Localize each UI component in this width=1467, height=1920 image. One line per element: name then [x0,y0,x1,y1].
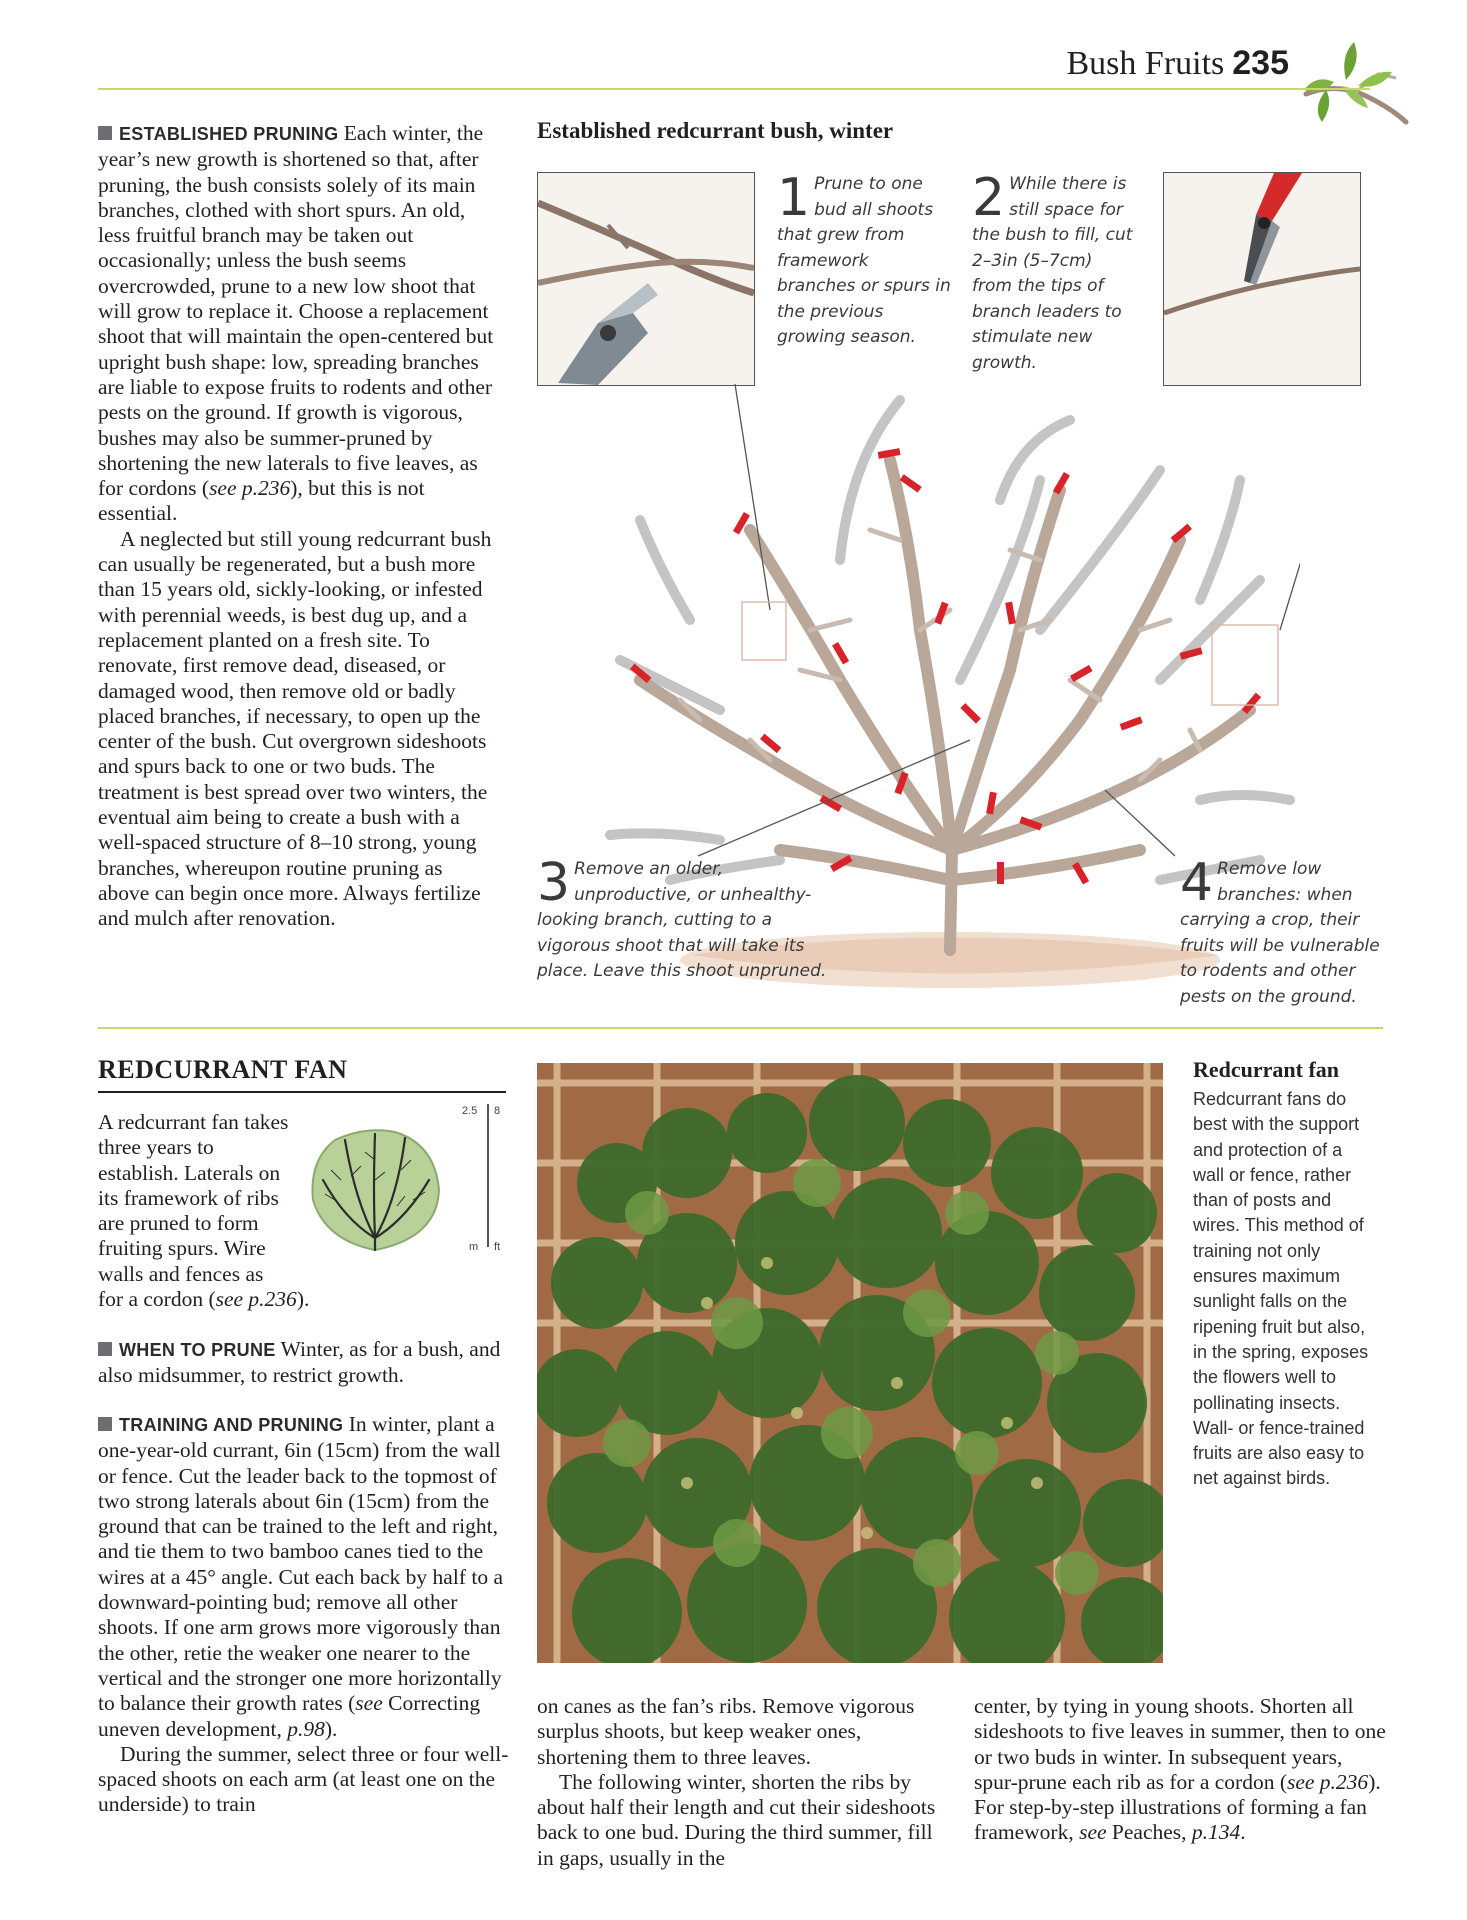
figure-title: Established redcurrant bush, winter [537,118,894,143]
redcurrant-fan-photo [537,1063,1163,1663]
lead-when-to-prune: WHEN TO PRUNE [98,1340,276,1360]
branch-leaf-icon [1296,34,1416,130]
callout-3: 3 Remove an older, unproductive, or unhealthy-looking branch, cutting to a vigorous shoot that will take its place. Leave this shoot unpruned. [537,853,827,981]
photo-caption-text: Redcurrant fans do best with the support and protection of a wall or fence, rather than of posts and wires. This method of training not only ensures maximum sunlight falls on the ripening fruit but also, in the spring, exposes the flowers well to pollinating insects. Wall- or fence-trained fruits are also easy to net against birds. [1193,1089,1369,1489]
col3-bottom-text: center, by tying in young shoots. Shorten all sideshoots to five leaves in summer, then to one or two buds in winter. In subsequent years, spur-prune each rib as for a cordon (see p.236). For step-by-step illustrations of forming a fan framework, see Peaches, p.134. [974,1694,1386,1845]
header-rule [98,88,1370,90]
when-to-prune-text: WHEN TO PRUNE Winter, as for a bush, and also midsummer, to restrict growth. [98,1337,501,1388]
lead-training-pruning: TRAINING AND PRUNING [98,1415,343,1435]
lead-established-pruning: ESTABLISHED PRUNING [98,124,338,144]
section-rule [98,1027,1383,1029]
tip-cutting-image [1164,173,1360,385]
photo-tip-cutting [1163,172,1361,386]
running-header [1067,44,1290,83]
callout-2: 2 While there is still space for the bush to fill, cut 2–3in (5–7cm) from the tips of branch leaders to stimulate new growth. [972,168,1133,373]
photo-pruning-bud [537,172,755,386]
established-pruning-text: ESTABLISHED PRUNING Each winter, the year’s new growth is shortened so that, after pruning, the bush consists solely of its main branches, clothed with short spurs. An old, less fruitful branch may be taken out occasionally; unless the bush seems overcrowded, prune to a new low shoot that will grow to replace it. Choose a replacement shoot that will maintain the open-centered but upright bush shape: low, spreading branches are liable to expose fruits to rodents and other pests on the ground. If growth is vigorous, bushes may also be summer-pruned by shortening the new laterals to five leaves, as for cordons (see p.236), but this is not essential. A neglected but still young redcurrant bush can usually be regenerated, but a bush more than 15 years old, sickly-looking, or infested with perennial weeds, is best dug up, and a replacement planted on a fresh site. To renovate, first remove dead, diseased, or damaged wood, then remove old or badly placed branches, if necessary, to open up the center of the bush. Cut overgrown sideshoots and spurs back to one or two buds. The treatment is best spread over two winters, the eventual aim being to create a bush with a well-spaced structure of 8–10 strong, young branches, whereupon routine pruning as above can begin once more. Always fertilize and mulch after renovation. [98,121,498,932]
heading-underline [98,1091,506,1093]
callout-1: 1 Prune to one bud all shoots that grew from framework branches or spurs in the previous growing season. [777,168,951,347]
training-pruning-text: TRAINING AND PRUNING In winter, plant a one-year-old currant, 6in (15cm) from the wall or fence. Cut the leader back to the topmost of two strong laterals about 6in (15cm) from the ground that can be trained to the left and right, and tie them to two bamboo canes tied to the wires at a 45° angle. Cut each back by half to a downward-pointing bud; remove all other shoots. If one arm grows more vigorously than the other, retie the weaker one nearer to the vertical and the stronger one more horizontally to balance their growth rates (see Correcting uneven development, p.98). During the summer, select three or four well-spaced shoots on each arm (at least one on the underside) to train [98,1412,509,1817]
scale-ft-unit: ft [494,1241,501,1253]
redcurrant-fan-photo-image [537,1063,1163,1663]
fan-intro-text: A redcurrant fan takes three years to establish. Laterals on its framework of ribs are pruned to form fruiting spurs. Wire walls and fences as for a cordon (see p.236). [98,1110,310,1312]
callout-4: 4 Remove low branches: when carrying a crop, their fruits will be vulnerable to rodents and other pests on the ground. [1180,853,1380,1007]
page-number: 235 [1232,44,1289,82]
renovation-paragraph: A neglected but still young redcurrant bush can usually be regenerated, but a bush more than 15 years old, sickly-looking, or infested with perennial weeds, is best dug up, and a replacement planted on a fresh site. To renovate, first remove dead, diseased, or damaged wood, then remove old or badly placed branches, if necessary, to open up the center of the bush. Cut overgrown sideshoots and spurs back to one or two buds. The treatment is best spread over two winters, the eventual aim being to create a bush with a well-spaced structure of 8–10 strong, young branches, whereupon routine pruning as above can begin once more. Always fertilize and mulch after renovation. [98,526,492,931]
col2-bottom-text: on canes as the fan’s ribs. Remove vigorous surplus shoots, but keep weaker ones, shortening them to three leaves. The following winter, shorten the ribs by about half their length and cut their sideshoots back to one bud. During the third summer, fill in gaps, usually in the [537,1694,936,1870]
photo-caption-title: Redcurrant fan [1193,1057,1340,1082]
header-title: Bush Fruits [1066,45,1225,82]
pruning-bud-image [538,173,754,385]
summer-paragraph: During the summer, select three or four well-spaced shoots on each arm (at least one on the underside) to train [98,1741,509,1817]
scale-m-value: 2.5 [462,1105,478,1117]
section-heading-redcurrant-fan: REDCURRANT FAN [98,1055,348,1084]
scale-ft-value: 8 [494,1105,501,1117]
scale-m-unit: m [469,1241,479,1253]
